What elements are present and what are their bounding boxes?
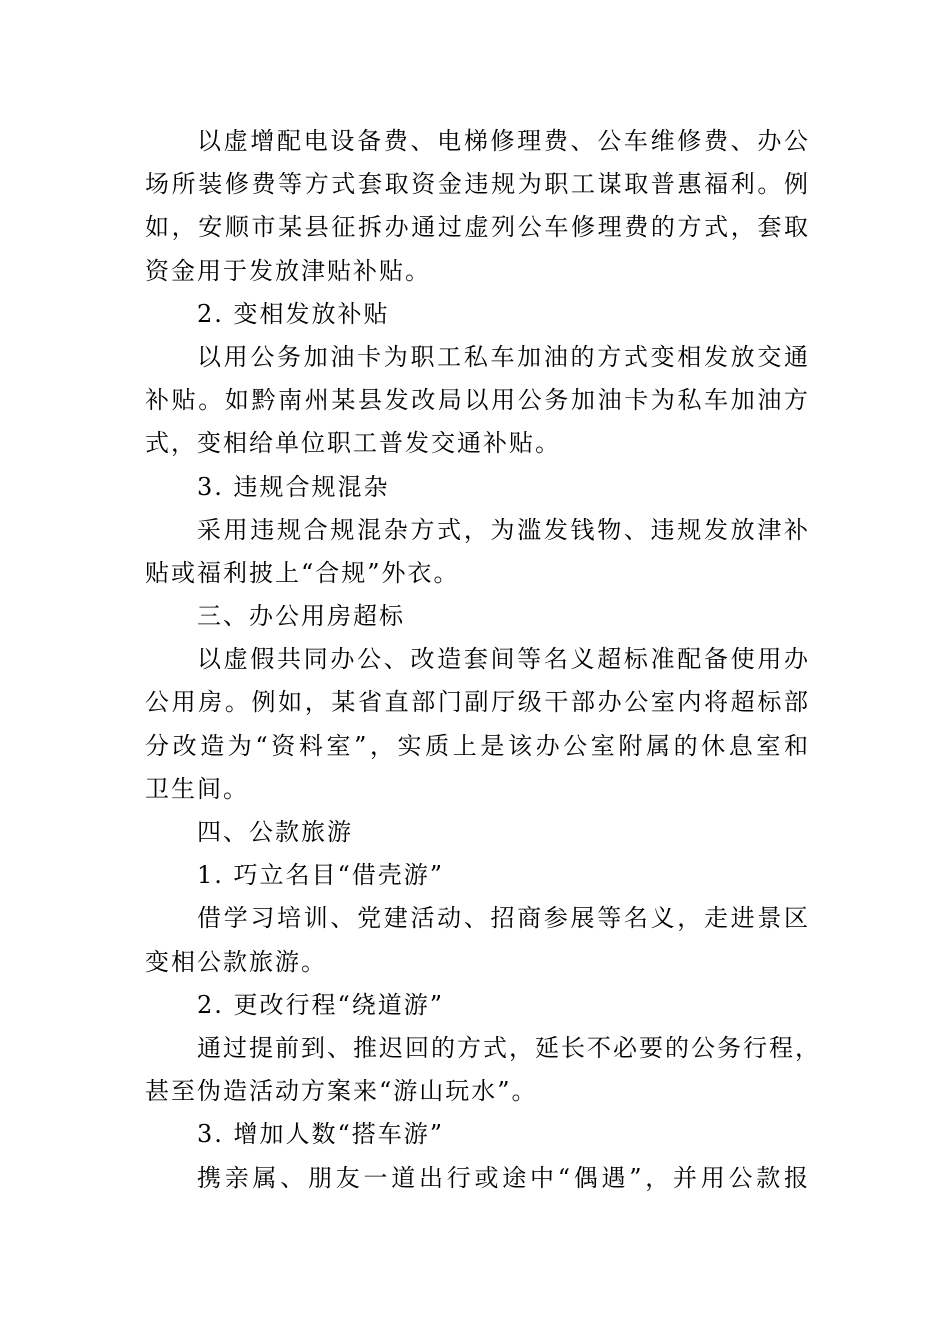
text-line: 甚至伪造活动方案来“游山玩水”。 [145,1077,538,1106]
text-line: 3. 违规合规混杂 [197,472,390,501]
text-line: 2. 变相发放补贴 [197,299,390,328]
text-line: 如，安顺市某县征拆办通过虚列公车修理费的方式，套取 [145,213,810,242]
text-line: 四、公款旅游 [197,818,353,846]
text-line: 三、办公用房超标 [197,602,405,631]
text-line: 3. 增加人数“搭车游” [197,1120,445,1149]
text-line: 公用房。例如，某省直部门副厅级干部办公室内将超标部 [145,688,810,717]
text-line: 卫生间。 [145,774,249,803]
text-line: 2. 更改行程“绕道游” [197,990,445,1019]
text-line: 以虚假共同办公、改造套间等名义超标准配备使用办 [197,645,810,674]
text-line: 通过提前到、推迟回的方式，延长不必要的公务行程， [197,1033,821,1062]
text-line: 1. 巧立名目“借壳游” [197,861,445,890]
text-line: 贴或福利披上“合规”外衣。 [145,558,460,587]
text-line: 以用公务加油卡为职工私车加油的方式变相发放交通 [197,342,810,371]
text-line: 式，变相给单位职工普发交通补贴。 [145,429,561,458]
text-line: 变相公款旅游。 [145,947,327,976]
text-line: 采用违规合规混杂方式，为滥发钱物、违规发放津补 [197,515,810,544]
text-line: 补贴。如黔南州某县发改局以用公务加油卡为私车加油方 [145,386,810,415]
text-line: 场所装修费等方式套取资金违规为职工谋取普惠福利。例 [145,170,810,199]
text-line: 借学习培训、党建活动、招商参展等名义，走进景区 [197,904,810,933]
text-line: 携亲属、朋友一道出行或途中“偶遇”，并用公款报 [197,1163,810,1192]
document-body [145,120,821,1200]
text-line: 以虚增配电设备费、电梯修理费、公车维修费、办公 [197,127,810,155]
text-line: 资金用于发放津贴补贴。 [145,256,431,285]
text-line: 分改造为“资料室”，实质上是该办公室附属的休息室和 [145,731,810,760]
